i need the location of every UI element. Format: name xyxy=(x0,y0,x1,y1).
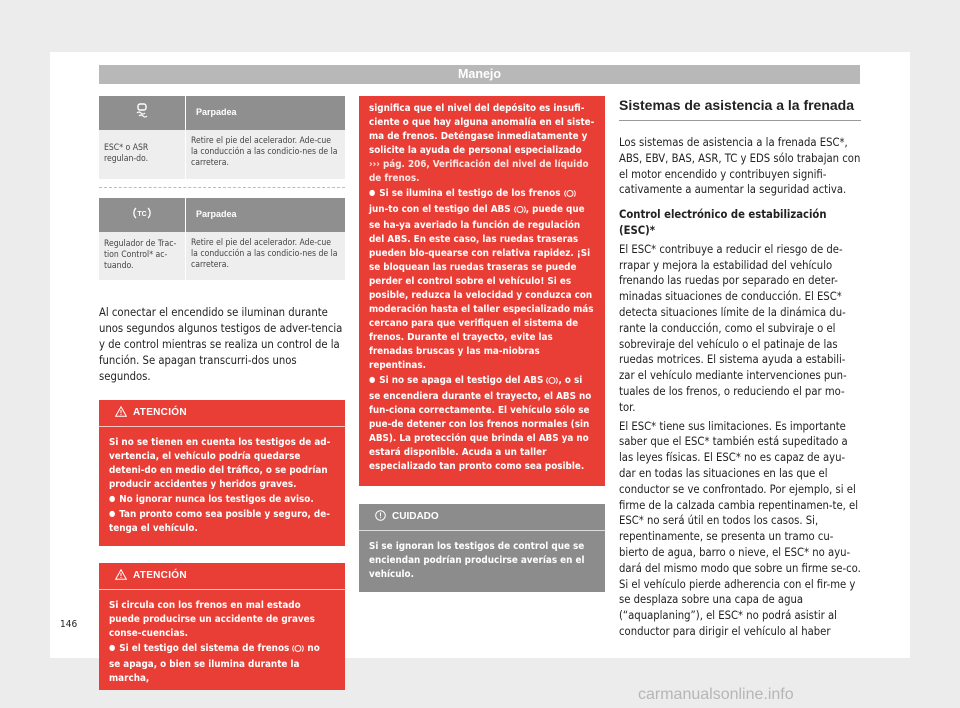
warning-bullet: ● No ignorar nunca los testigos de aviso. xyxy=(109,492,331,507)
table-header-label: Parpadea xyxy=(186,198,346,232)
page-reference-link[interactable]: ››› pág. 206, Verificación del nivel de líquido de frenos. xyxy=(369,159,589,184)
warning-continuation xyxy=(359,96,605,486)
caution-body: Si se ignoran los testigos de control que se enciendan podrían producirse averías en el vehículo. xyxy=(369,541,585,580)
section-paragraph: El ESC* tiene sus limitaciones. Es importante saber que el ESC* también está supeditado a las leyes físicas. El ESC* no es capaz de ayu-dar en todas las situaciones en las que el conductor se ve confrontado. Por ejemplo, si el firme de la calzada cambia repentinamen-te, el ESC* no será útil en todos los casos. Si, repentinamente, se presenta un tramo cu-bierto de agua, barro o nieve, el ESC* no ayu-dará del mismo modo que sobre un firme se-co. Si el vehículo pierde adherencia con el fir-me y se desplaza sobre una capa de agua (“aquaplaning”), el ESC* no podrá asistir al conductor para dirigir el vehículo al haber xyxy=(619,419,861,638)
caution-title: CUIDADO xyxy=(359,504,605,531)
section-paragraph: Los sistemas de asistencia a la frenada ESC*, ABS, EBV, BAS, ASR, TC y EDS sólo trabajan con el motor encendido y contribuyen signifi-cativamente a aumentar la seguridad activa. xyxy=(619,136,861,197)
table-row xyxy=(99,232,345,281)
caution-box xyxy=(359,504,605,592)
table-cell: Retire el pie del acelerador. Ade-cue la conducción a las condicio-nes de la carretera. xyxy=(186,232,346,281)
warning-triangle-icon xyxy=(115,569,127,580)
watermark: carmanualsonline.info xyxy=(638,686,794,703)
indicator-table-tc xyxy=(99,198,345,281)
tc-traction-icon xyxy=(99,198,186,232)
column-right xyxy=(619,96,861,640)
info-circle-icon xyxy=(375,510,386,521)
warning-box xyxy=(99,563,345,690)
warning-bullet: ● Si se ilumina el testigo de los frenos jun-to con el testigo del ABS , puede que se ha-ya averiado la función de regulación del ABS. En este caso, las ruedas traseras pueden blo-quearse con relativa rapidez. ¡Si se bloquean las ruedas traseras se puede perder el control sobre el vehículo! Si es posible, reduzca la velocidad y conduzca con moderación hasta el taller especializado más cercano para que verifiquen el sistema de frenos. Durante el trayecto, evite las frenadas bruscas y las ma-niobras repentinas. xyxy=(369,186,595,373)
page-header: Manejo xyxy=(99,65,860,84)
section-paragraph: El ESC* contribuye a reducir el riesgo de de-rrapar y mejora la estabilidad del vehículo frenando las ruedas por separado en deter-minadas situaciones de conducción. El ESC* detecta situaciones límite de la dinámica du-rante la conducción, como el subviraje o el sobreviraje del vehículo o el patinaje de las ruedas motrices. El sistema ayuda a estabili-zar el vehículo mediante intervenciones pun-tuales de los frenos, o reduciendo el par mo-tor. xyxy=(619,242,847,414)
column-middle xyxy=(359,96,605,592)
section-title: Sistemas de asistencia a la frenada xyxy=(619,96,861,121)
section-subtitle: Control electrónico de estabilización (ESC)* xyxy=(619,208,827,237)
brake-warning-icon xyxy=(292,644,304,658)
warning-title: ATENCIÓN xyxy=(99,400,345,427)
warning-triangle-icon xyxy=(115,406,127,417)
esc-skid-icon xyxy=(99,96,186,130)
table-header-label: Parpadea xyxy=(186,96,346,130)
continuation-text: significa que el nivel del depósito es insufi-ciente o que hay alguna anomalía en el siste-ma de frenos. Deténgase inmediatamente y solicite la ayuda de personal especializado xyxy=(369,103,595,156)
warning-bullet: ● Tan pronto como sea posible y seguro, de-tenga el vehículo. xyxy=(109,507,331,536)
svg-text:TC: TC xyxy=(137,210,147,218)
page-number: 146 xyxy=(60,619,78,630)
table-cell: Regulador de Trac-tion Control* ac-tuando. xyxy=(99,232,186,281)
table-row xyxy=(99,130,345,179)
warning-bullet: ● Si el testigo del sistema de frenos no se apaga, o bien se ilumina durante la marcha, xyxy=(109,641,331,686)
table-cell: Retire el pie del acelerador. Ade-cue la conducción a las condicio-nes de la carretera. xyxy=(186,130,346,179)
warning-box xyxy=(99,400,345,546)
brake-warning-icon xyxy=(564,189,576,203)
abs-warning-icon xyxy=(546,376,558,390)
warning-title: ATENCIÓN xyxy=(99,563,345,590)
warning-bullet: ● Si no se apaga el testigo del ABS , o si se encendiera durante el trayecto, el ABS no fun-ciona correctamente. El vehículo sólo se pue-de detener con los frenos normales (sin ABS). La protección que brinda el ABS ya no estará disponible. Acuda a un taller especializado tan pronto como sea posible. xyxy=(369,373,595,474)
indicator-table-esc xyxy=(99,96,345,179)
column-left xyxy=(99,96,345,690)
warning-body: Si no se tienen en cuenta los testigos de ad-vertencia, el vehículo podría quedarse deteni-do en medio del tráfico, o se podrían producir accidentes y heridos graves. xyxy=(109,437,331,491)
abs-warning-icon xyxy=(514,205,526,219)
intro-paragraph: Al conectar el encendido se iluminan durante unos segundos algunos testigos de adver-tencia y de control mientras se realiza un control de la función. Se apagan transcurri-dos unos segundos. xyxy=(99,306,343,384)
divider xyxy=(99,187,345,198)
warning-body: Si circula con los frenos en mal estado puede producirse un accidente de graves conse-cuencias. xyxy=(109,600,315,640)
table-cell: ESC* o ASR regulan-do. xyxy=(99,130,186,179)
